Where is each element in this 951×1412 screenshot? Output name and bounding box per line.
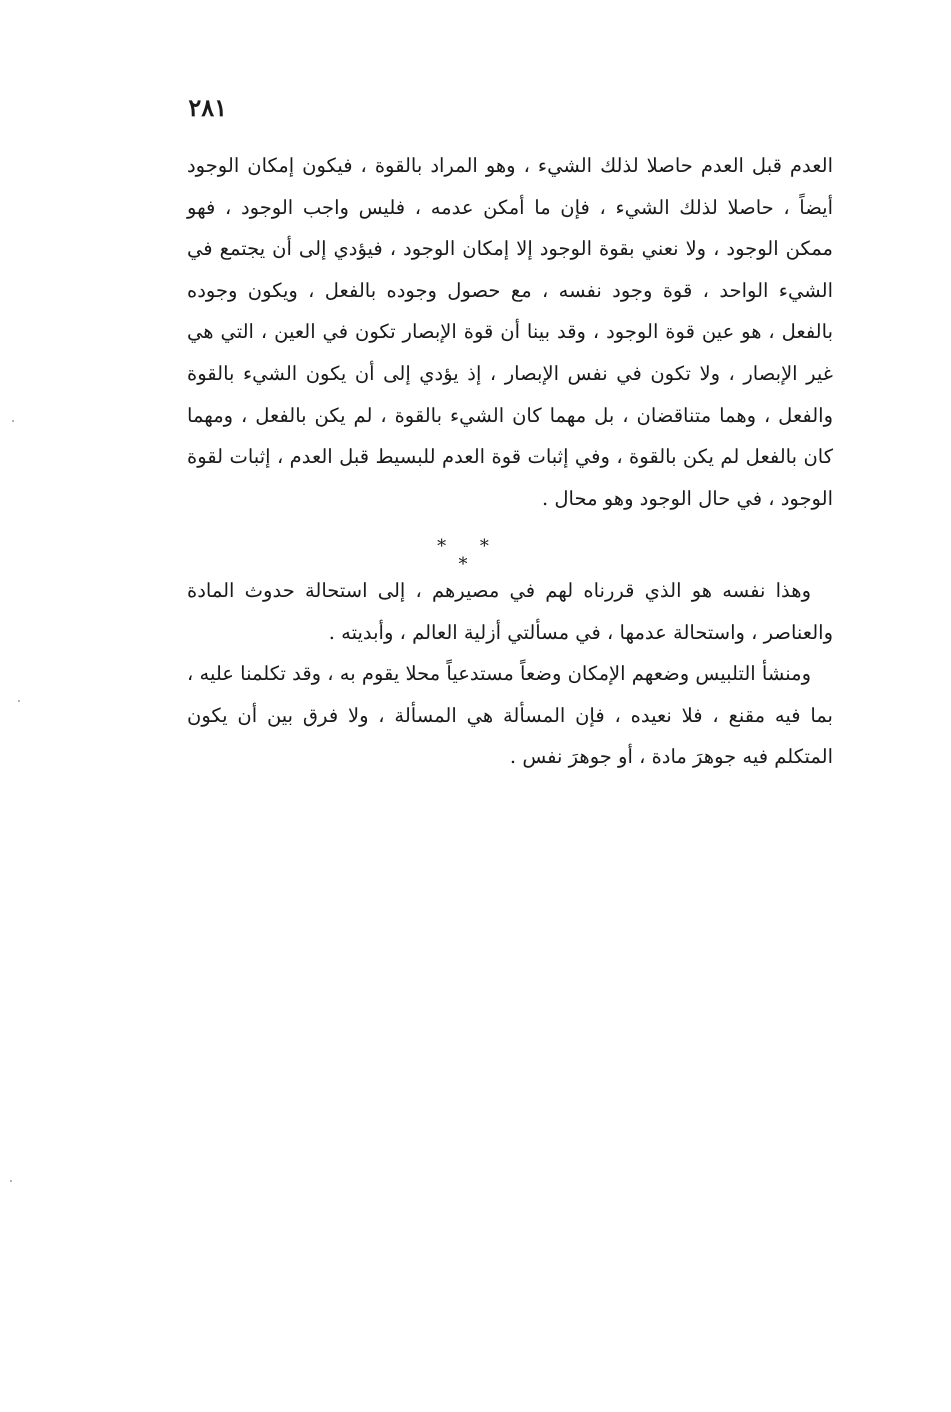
paragraph-1: العدم قبل العدم حاصلا لذلك الشيء ، وهو المراد بالقوة ، فيكون إمكان الوجود أيضاً ، حاصلا لذلك الشيء ، فإن ما أمكن عدمه ، فليس واجب الوجود ، فهو ممكن الوجود ، ولا نعني بقوة الوجود إلا إمكان الوجود ، فيؤدي إلى أن يجتمع في الشيء الواحد ، قوة وجود نفسه ، مع حصول وجوده بالفعل ، ويكون وجوده بالفعل ، هو عين قوة الوجود ، وقد بينا أن قوة الإبصار تكون في العين ، التي هي غير الإبصار ، ولا تكون في نفس الإبصار ، إذ يؤدي إلى أن يكون الشيء بالقوة والفعل ، وهما متناقضان ، بل مهما كان الشيء بالقوة ، لم يكن بالفعل ، ومهما كان بالفعل لم يكن بالقوة ، وفي إثبات قوة العدم للبسيط قبل العدم ، إثبات لقوة الوجود ، في حال الوجود وهو محال . [187, 154, 833, 510]
paragraph-3: ومنشأ التلبيس وضعهم الإمكان وضعاً مستدعياً محلا يقوم به ، وقد تكلمنا عليه ، بما فيه مقنع ، فلا نعيده ، فإن المسألة هي المسألة ، ولا فرق بين أن يكون المتكلم فيه جوهرَ مادة ، أو جوهرَ نفس . [187, 662, 833, 769]
section-separator: * * * [437, 536, 503, 575]
scan-speck [18, 700, 20, 702]
paragraph-2: وهذا نفسه هو الذي قررناه لهم في مصيرهم ، إلى استحالة حدوث المادة والعناصر ، واستحالة عدمها ، في مسألتي أزلية العالم ، وأبديته . [187, 579, 833, 644]
main-text-block [187, 145, 833, 519]
scan-speck [12, 420, 14, 422]
scan-speck [10, 1180, 12, 1182]
page-number: ٢٨١ [188, 93, 227, 122]
second-text-block [187, 570, 833, 778]
